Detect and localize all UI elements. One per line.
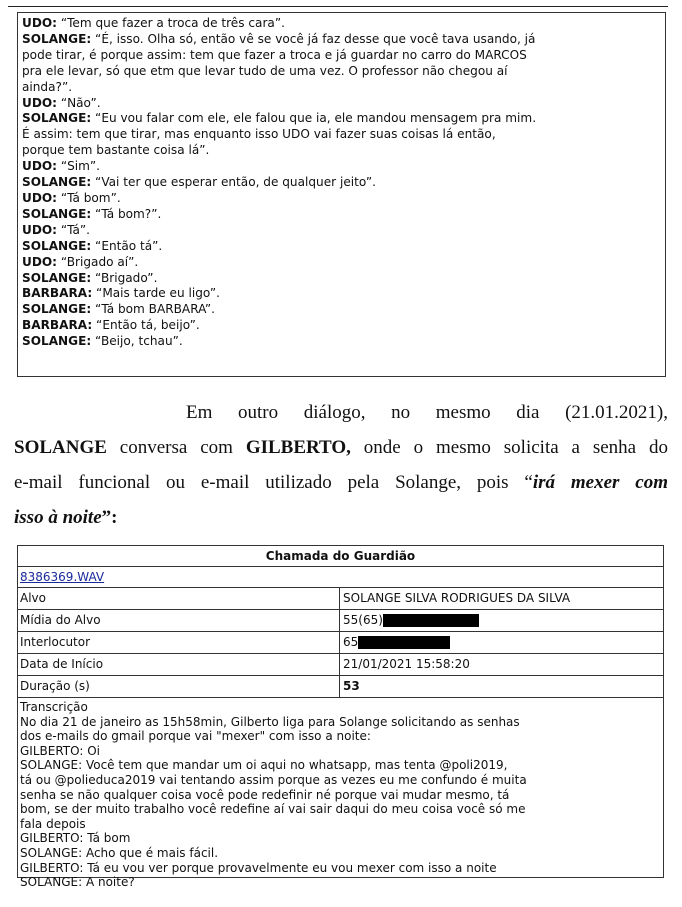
- speaker-label: SOLANGE:: [22, 238, 92, 253]
- row-label: Data de Início: [18, 654, 340, 675]
- quote-emphasis-end: isso à noite: [14, 507, 102, 528]
- speaker-label: UDO:: [22, 254, 57, 269]
- speaker-label: UDO:: [22, 16, 57, 30]
- dialogue-line: [22, 302, 659, 318]
- speaker-label: BARBARA:: [22, 318, 93, 333]
- dialogue-line: [22, 175, 659, 191]
- dialogue-line: [22, 96, 659, 112]
- speaker-label: SOLANGE:: [22, 302, 92, 317]
- table-row: [18, 610, 663, 632]
- dialogue-text: “Sim”.: [56, 159, 101, 174]
- dialogue-text: “Beijo, tchau”.: [91, 334, 183, 349]
- transcription-line: fala depois: [20, 816, 86, 831]
- transcription-line: GILBERTO: Oi: [20, 743, 101, 758]
- audio-file-link[interactable]: 8386369.WAV: [20, 570, 105, 584]
- dialogue-text: “Vai ter que esperar então, de qualquer jeito”.: [91, 175, 376, 190]
- transcription-line: SOLANGE: Você tem que mandar um oi aqui no whatsapp, mas tenta @poli2019,: [20, 758, 508, 773]
- dialogue-line: [22, 64, 659, 80]
- dialogue-text: É assim: tem que tirar, mas enquanto isso UDO vai fazer suas coisas lá então,: [22, 127, 496, 142]
- row-value-cell: [340, 610, 663, 631]
- dialogue-text: “Brigado”.: [91, 270, 158, 285]
- dialogue-text: pra ele levar, só que etm que levar tudo de uma vez. O professor não chegou aí: [22, 63, 508, 78]
- transcription-line: tá ou @polieduca2019 vai tentando assim porque as vezes eu me confundo é muita: [20, 772, 527, 787]
- redaction-bar: [358, 636, 450, 649]
- row-value: 55(65): [343, 613, 383, 627]
- dialogue-text: pode tirar, é porque assim: tem que fazer a troca e já guardar no carro do MARCOS: [22, 47, 527, 62]
- transcription-label: Transcrição: [20, 700, 88, 714]
- table-row: [18, 632, 663, 654]
- dialogue-text: “Eu vou falar com ele, ele falou que ia, ele mandou mensagem pra mim.: [91, 111, 537, 126]
- row-value-cell: [340, 632, 663, 653]
- call-record-table: [17, 545, 664, 890]
- dialogue-line: [22, 207, 659, 223]
- speaker-label: SOLANGE:: [22, 206, 92, 221]
- row-label: Duração (s): [18, 676, 340, 697]
- table-title: Chamada do Guardião: [18, 546, 663, 567]
- transcription-line: No dia 21 de janeiro as 15h58min, Gilberto liga para Solange solicitando as senhas: [20, 714, 520, 729]
- dialogue-line: [22, 48, 659, 64]
- speaker-label: SOLANGE:: [22, 175, 92, 190]
- dialogue-line: [22, 111, 659, 127]
- dialogue-line: [22, 286, 659, 302]
- row-value: 53: [343, 679, 360, 693]
- dialogue-line: [22, 223, 659, 239]
- dialogue-line: [22, 127, 659, 143]
- speaker-label: BARBARA:: [22, 286, 93, 301]
- dialogue-line: [22, 159, 659, 175]
- paragraph-line-3: e-mail funcional ou e-mail utilizado pela Solange, pois “: [14, 472, 533, 493]
- speaker-label: UDO:: [22, 95, 57, 110]
- speaker-label: SOLANGE:: [22, 270, 92, 285]
- speaker-gilberto: GILBERTO,: [245, 437, 351, 458]
- speaker-label: SOLANGE:: [22, 334, 92, 349]
- speaker-label: UDO:: [22, 190, 57, 205]
- paragraph-line-1: Em outro diálogo, no mesmo dia (21.01.2021),: [186, 402, 668, 423]
- top-rule: [8, 6, 668, 7]
- transcription-line: SOLANGE: Acho que é mais fácil.: [20, 845, 219, 860]
- row-label: Mídia do Alvo: [18, 610, 340, 631]
- dialogue-text: “Tá bom?”.: [91, 206, 162, 221]
- redaction-bar: [383, 614, 479, 627]
- dialogue-text: “Então tá”.: [91, 238, 163, 253]
- dialogue-text: “Tem que fazer a troca de três cara”.: [56, 16, 285, 30]
- transcription-line: senha se não qualquer coisa você pode redefinir né porque vai mudar mesmo, tá: [20, 787, 510, 802]
- dialogue-text: “Então tá, beijo”.: [92, 318, 200, 333]
- dialogue-line: [22, 334, 659, 350]
- dialogue-line: [22, 271, 659, 287]
- dialogue-transcript-box: [17, 12, 666, 377]
- speaker-label: UDO:: [22, 222, 57, 237]
- dialogue-line: [22, 16, 659, 32]
- dialogue-line: [22, 143, 659, 159]
- quote-close: ”:: [101, 507, 118, 528]
- dialogue-line: [22, 32, 659, 48]
- dialogue-text: “Tá”.: [56, 222, 90, 237]
- transcription-line: GILBERTO: Tá eu vou ver porque provavelmente eu vou mexer com isso a noite: [20, 860, 497, 875]
- dialogue-text: ainda?”.: [22, 79, 73, 94]
- row-value: 21/01/2021 15:58:20: [343, 657, 470, 671]
- transcription-line: bom, se der muito trabalho você redefine aí vai sair daqui do meu coisa você só me: [20, 802, 526, 817]
- dialogue-text: “Não”.: [56, 95, 101, 110]
- row-label: Interlocutor: [18, 632, 340, 653]
- dialogue-text: “Mais tarde eu ligo”.: [92, 286, 220, 301]
- dialogue-line: [22, 318, 659, 334]
- row-value: 65: [343, 635, 359, 649]
- transcription-cell: [18, 698, 663, 890]
- dialogue-text: “Tá bom BARBARA”.: [91, 302, 215, 317]
- paragraph-text: onde o mesmo solicita a senha do: [350, 437, 668, 458]
- dialogue-text: “Tá bom”.: [56, 190, 121, 205]
- speaker-label: SOLANGE:: [22, 111, 92, 126]
- speaker-label: UDO:: [22, 159, 57, 174]
- table-row: [18, 676, 663, 698]
- dialogue-text: porque tem bastante coisa lá”.: [22, 143, 210, 158]
- body-paragraph: [14, 395, 668, 535]
- dialogue-line: [22, 80, 659, 96]
- paragraph-text: conversa com: [106, 437, 246, 458]
- table-row: [18, 654, 663, 676]
- dialogue-text: “Brigado aí”.: [56, 254, 139, 269]
- row-label: Alvo: [18, 588, 340, 609]
- row-value: SOLANGE SILVA RODRIGUES DA SILVA: [343, 591, 571, 605]
- transcription-line: dos e-mails do gmail porque vai "mexer" com isso a noite:: [20, 729, 371, 744]
- table-row: [18, 588, 663, 610]
- transcription-line: SOLANGE: A noite?: [20, 875, 135, 890]
- audio-file-row: [18, 567, 663, 588]
- transcription-line: GILBERTO: Tá bom: [20, 831, 131, 846]
- dialogue-line: [22, 255, 659, 271]
- dialogue-text: “É, isso. Olha só, então vê se você já faz desse que você tava usando, já: [91, 31, 536, 46]
- speaker-solange: SOLANGE: [14, 437, 107, 458]
- dialogue-line: [22, 239, 659, 255]
- quote-emphasis: irá mexer com: [532, 472, 668, 493]
- speaker-label: SOLANGE:: [22, 31, 92, 46]
- dialogue-line: [22, 191, 659, 207]
